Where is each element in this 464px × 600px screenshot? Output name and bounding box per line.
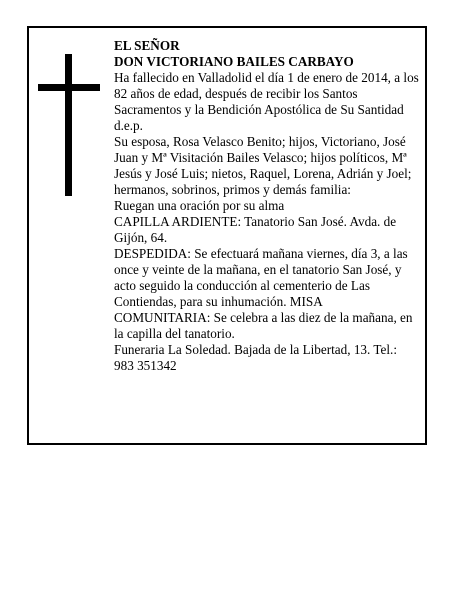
cross-icon (38, 54, 100, 196)
obituary-text (114, 38, 420, 374)
deceased-name: DON VICTORIANO BAILES CARBAYO (114, 54, 354, 69)
farewell-details: DESPEDIDA: Se efectuará mañana viernes, día 3, a las once y veinte de la mañana, en el tanatorio San José, y acto seguido la conducción al cementerio de Las Contiendas, para su inhumación. MISA COMUNITARIA: Se celebra a las diez de la mañana, en la capilla del tanatorio. (114, 246, 413, 341)
funeral-chapel: CAPILLA ARDIENTE: Tanatorio San José. Avda. de Gijón, 64. (114, 214, 397, 245)
family-list: Su esposa, Rosa Velasco Benito; hijos, Victoriano, José Juan y Mª Visitación Bailes Velasco; hijos políticos, Mª Jesús y José Luis; nietos, Raquel, Lorena, Adrián y Joel; hermanos, sobrinos, primos y demás familia: (114, 134, 412, 197)
funeral-home: Funeraria La Soledad. Bajada de la Libertad, 13. Tel.: 983 351342 (114, 342, 397, 373)
obituary-heading: EL SEÑOR (114, 38, 180, 53)
death-announcement: Ha fallecido en Valladolid el día 1 de enero de 2014, a los 82 años de edad, después de recibir los Santos Sacramentos y la Bendición Apostólica de Su Santidad d.e.p. (114, 70, 419, 133)
prayer-request: Ruegan una oración por su alma (114, 198, 285, 213)
